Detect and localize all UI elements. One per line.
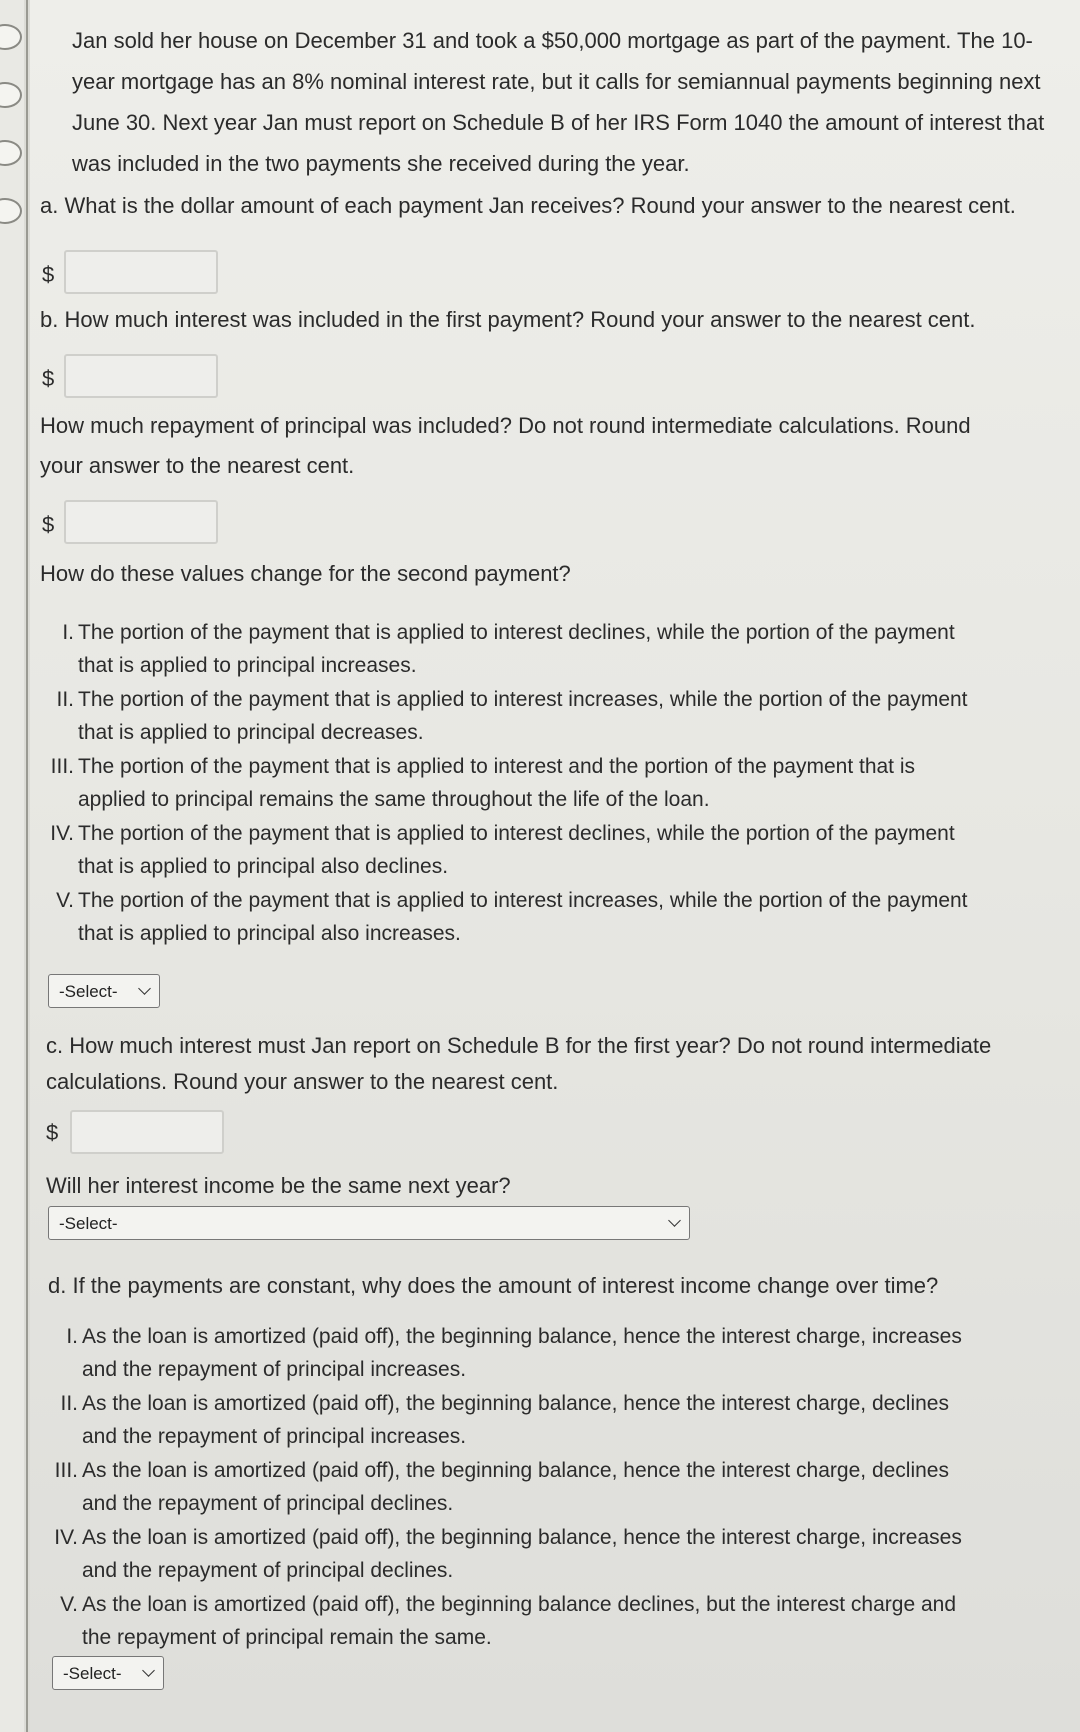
radio-stub-icon[interactable]	[0, 140, 22, 166]
list-item	[50, 884, 1060, 950]
option-number: V.	[56, 889, 74, 912]
principal-question-line: How much repayment of principal was included? Do not round intermediate calculations. Round	[40, 413, 971, 438]
radio-stub-icon[interactable]	[0, 82, 22, 108]
option-text: The portion of the payment that is applied to interest declines, while the portion of the payment	[78, 621, 955, 644]
option-number: IV.	[54, 1526, 78, 1549]
option-text: that is applied to principal also increases.	[78, 922, 461, 945]
option-text: the repayment of principal remain the same.	[82, 1626, 492, 1649]
principal-question	[40, 410, 971, 482]
next-year-select[interactable]	[48, 1206, 690, 1240]
chevron-down-icon	[138, 982, 151, 995]
part-d-options	[54, 1320, 1064, 1655]
option-text: applied to principal remains the same throughout the life of the loan.	[78, 788, 710, 811]
option-number: III.	[54, 1459, 78, 1482]
stem-line: was included in the two payments she received during the year.	[72, 151, 690, 176]
list-item	[54, 1454, 1064, 1520]
list-item	[50, 683, 1060, 749]
radio-stub-icon[interactable]	[0, 24, 22, 50]
option-text: The portion of the payment that is applied to interest increases, while the portion of the payment	[78, 688, 968, 711]
part-b-select[interactable]	[48, 974, 160, 1008]
list-item	[50, 750, 1060, 816]
option-number: IV.	[50, 822, 74, 845]
option-text: As the loan is amortized (paid off), the beginning balance declines, but the interest charge and	[82, 1593, 957, 1616]
option-text: that is applied to principal increases.	[78, 654, 417, 677]
dollar-sign: $	[42, 512, 55, 537]
select-label: -Select-	[63, 1664, 122, 1683]
option-text: and the repayment of principal increases.	[82, 1358, 467, 1381]
dollar-sign: $	[46, 1120, 59, 1145]
dollar-sign: $	[42, 262, 55, 287]
second-payment-question: How do these values change for the second payment?	[40, 561, 571, 586]
option-text: The portion of the payment that is applied to interest declines, while the portion of the payment	[78, 822, 955, 845]
chevron-down-icon	[142, 1664, 155, 1677]
option-text: and the repayment of principal declines.	[82, 1559, 454, 1582]
first-interest-input[interactable]	[64, 354, 218, 398]
option-number: I.	[66, 1325, 78, 1348]
stem-line: June 30. Next year Jan must report on Schedule B of her IRS Form 1040 the amount of interest that	[72, 110, 1045, 135]
radio-stub-icon[interactable]	[0, 198, 22, 224]
option-text: As the loan is amortized (paid off), the beginning balance, hence the interest charge, increases	[82, 1325, 962, 1348]
option-text: As the loan is amortized (paid off), the beginning balance, hence the interest charge, declines	[82, 1459, 949, 1482]
part-a-question: a. What is the dollar amount of each payment Jan receives? Round your answer to the nearest cent.	[40, 193, 1016, 218]
select-label: -Select-	[59, 1214, 118, 1233]
option-number: II.	[60, 1392, 78, 1415]
list-item	[54, 1588, 1064, 1654]
list-item	[50, 817, 1060, 883]
select-label: -Select-	[59, 982, 118, 1001]
part-c-question-line: c. How much interest must Jan report on Schedule B for the first year? Do not round intermediate	[46, 1033, 992, 1058]
payment-amount-input[interactable]	[64, 250, 218, 294]
question-panel	[30, 0, 1080, 1732]
part-b-question: b. How much interest was included in the first payment? Round your answer to the nearest cent.	[40, 307, 976, 332]
option-text: The portion of the payment that is applied to interest increases, while the portion of the payment	[78, 889, 968, 912]
chevron-down-icon	[668, 1214, 681, 1227]
option-text: that is applied to principal also declines.	[78, 855, 449, 878]
principal-repayment-input[interactable]	[64, 500, 218, 544]
option-number: III.	[50, 755, 74, 778]
divider	[26, 0, 28, 1732]
part-d-select[interactable]	[52, 1656, 164, 1690]
part-d-question: d. If the payments are constant, why does the amount of interest income change over time?	[48, 1273, 939, 1298]
option-text: As the loan is amortized (paid off), the beginning balance, hence the interest charge, declines	[82, 1392, 949, 1415]
option-text: and the repayment of principal declines.	[82, 1492, 454, 1515]
problem-stem	[72, 20, 1080, 184]
part-b-options	[50, 616, 1060, 951]
left-rail	[0, 0, 24, 1732]
option-number: II.	[56, 688, 74, 711]
list-item	[54, 1387, 1064, 1453]
option-text: and the repayment of principal increases.	[82, 1425, 467, 1448]
principal-question-line: your answer to the nearest cent.	[40, 453, 355, 478]
option-number: I.	[62, 621, 74, 644]
list-item	[54, 1320, 1064, 1386]
stem-line: year mortgage has an 8% nominal interest rate, but it calls for semiannual payments beginning next	[72, 69, 1041, 94]
list-item	[50, 616, 1060, 682]
dollar-sign: $	[42, 366, 55, 391]
option-text: that is applied to principal decreases.	[78, 721, 424, 744]
first-year-interest-input[interactable]	[70, 1110, 224, 1154]
option-number: V.	[60, 1593, 78, 1616]
part-c-question	[46, 1030, 991, 1098]
stem-line: Jan sold her house on December 31 and took a $50,000 mortgage as part of the payment. The 10-	[72, 28, 1033, 53]
option-text: As the loan is amortized (paid off), the beginning balance, hence the interest charge, increases	[82, 1526, 962, 1549]
part-c-question-line: calculations. Round your answer to the nearest cent.	[46, 1069, 559, 1094]
option-text: The portion of the payment that is applied to interest and the portion of the payment that is	[78, 755, 916, 778]
list-item	[54, 1521, 1064, 1587]
next-year-question: Will her interest income be the same next year?	[46, 1173, 511, 1198]
